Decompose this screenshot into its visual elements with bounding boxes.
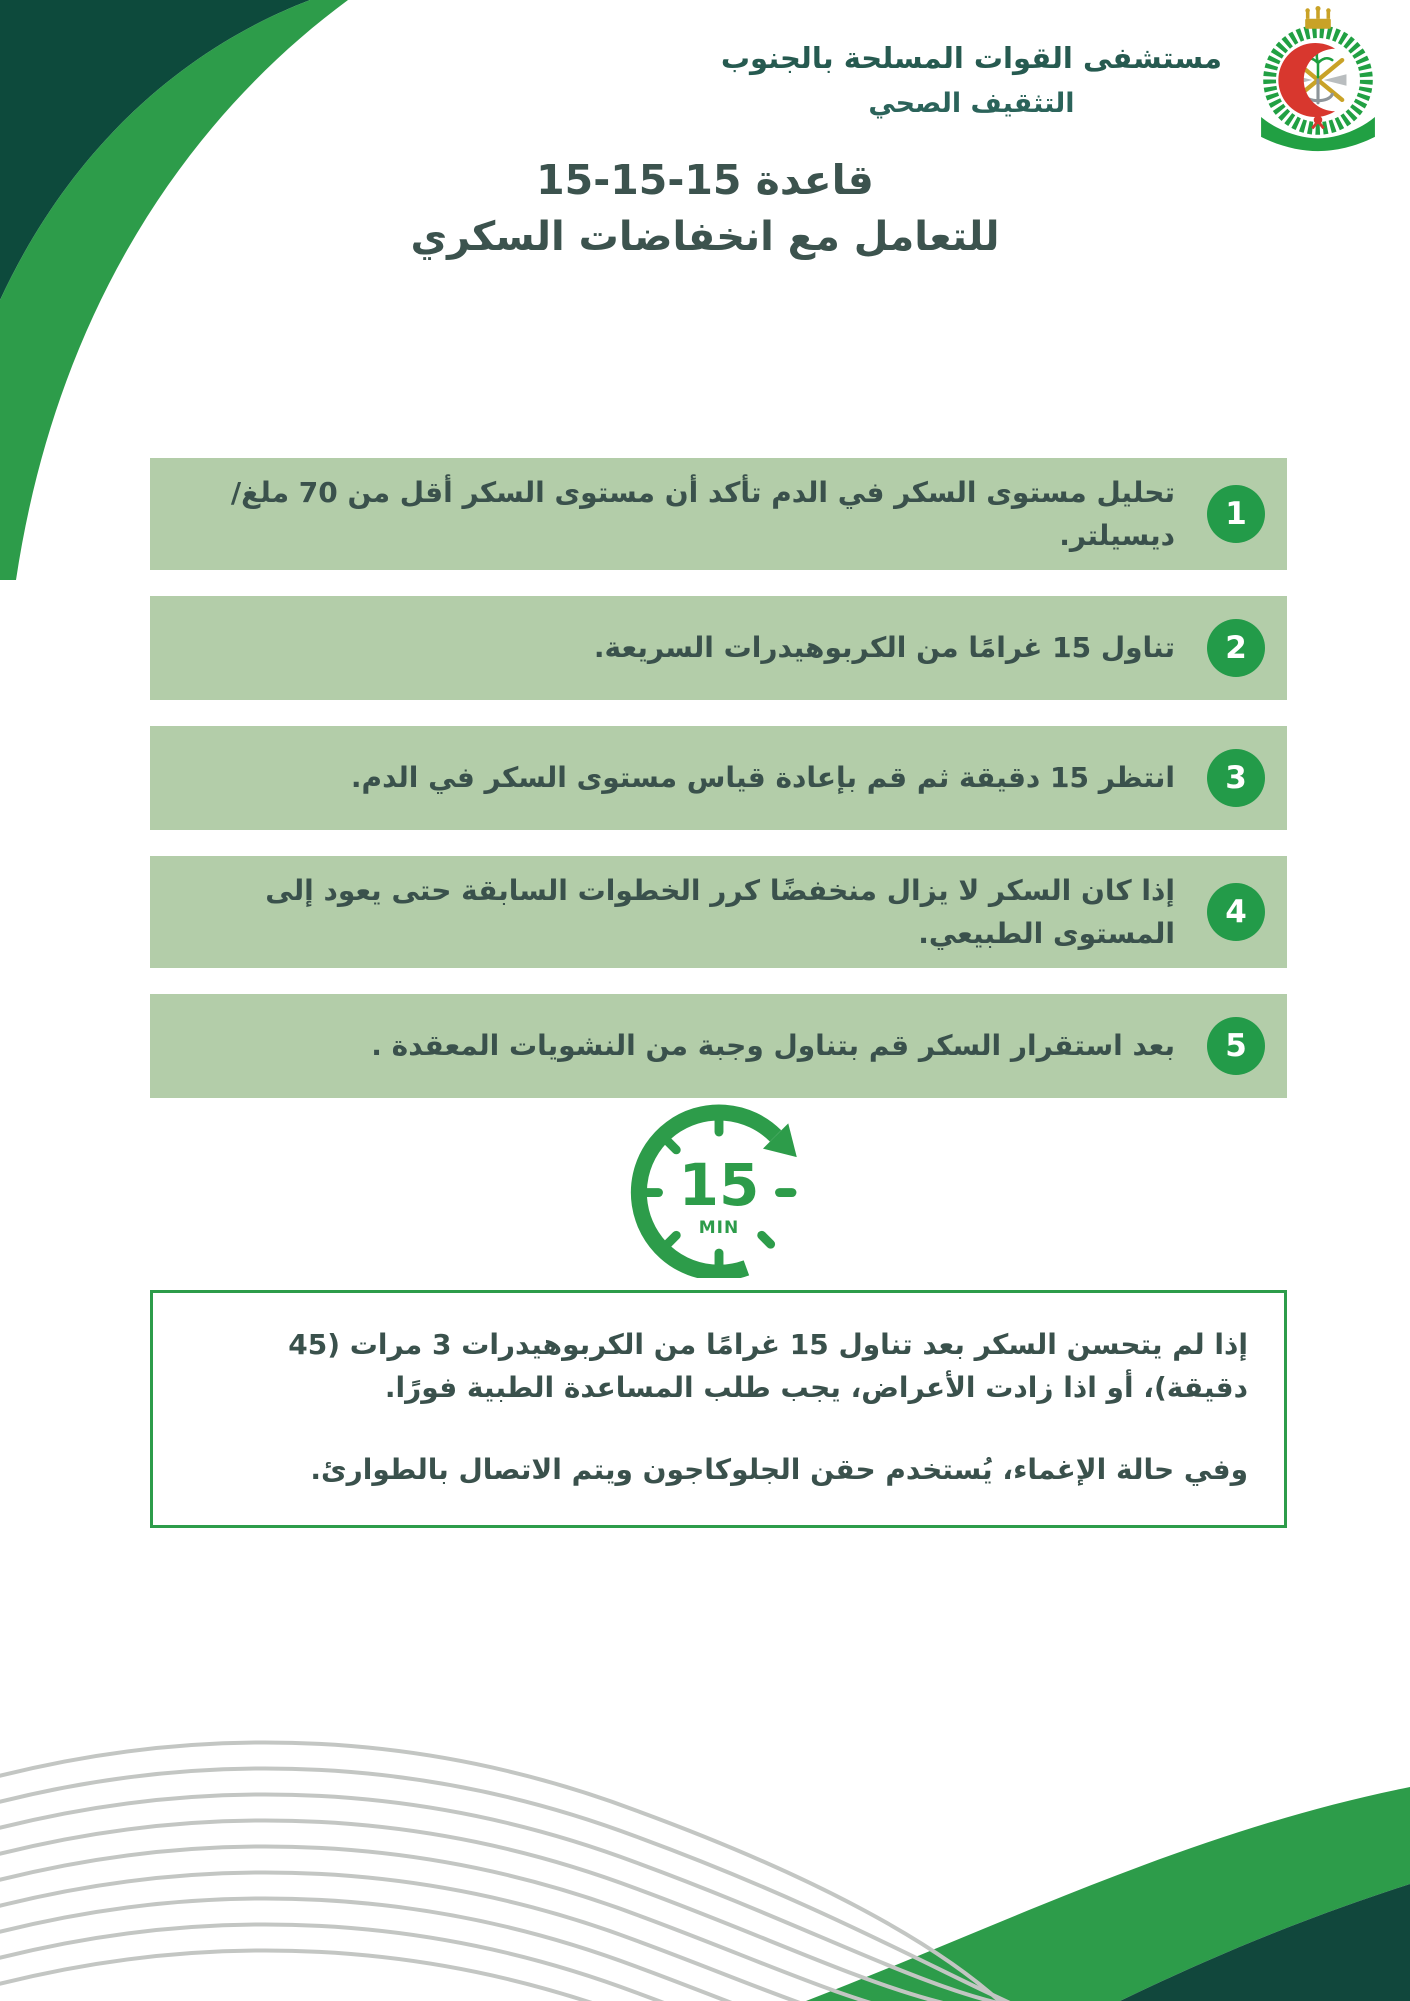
- timer-15min-icon: [630, 1100, 808, 1278]
- step-number-badge: 4: [1207, 883, 1265, 941]
- step-item-1: [150, 458, 1287, 570]
- step-item-5: [150, 994, 1287, 1098]
- step-text: انتظر 15 دقيقة ثم قم بإعادة قياس مستوى السكر في الدم.: [350, 761, 1175, 795]
- timer-unit: MIN: [698, 1218, 740, 1238]
- step-text: تحليل مستوى السكر في الدم تأكد أن مستوى السكر أقل من 70 ملغ/ ديسيلتر.: [230, 475, 1175, 552]
- warning-paragraph-2: وفي حالة الإغماء، يُستخدم حقن الجلوكاجون ويتم الاتصال بالطوارئ.: [310, 1452, 1248, 1486]
- bottom-decoration: [0, 1681, 1410, 2001]
- header: [721, 40, 1222, 121]
- step-text: إذا كان السكر لا يزال منخفضًا كرر الخطوات السابقة حتى يعود إلى المستوى الطبيعي.: [265, 873, 1175, 950]
- step-number-badge: 5: [1207, 1017, 1265, 1075]
- poster-title: قاعدة 15-15-15: [536, 156, 874, 204]
- steps-list: [150, 458, 1287, 1098]
- step-number-badge: 3: [1207, 749, 1265, 807]
- step-text: بعد استقرار السكر قم بتناول وجبة من النشويات المعقدة .: [371, 1029, 1175, 1063]
- crown-icon: [1305, 6, 1331, 29]
- poster-subtitle: للتعامل مع انخفاضات السكري: [410, 214, 1000, 260]
- warning-box: [150, 1290, 1287, 1528]
- department-name: التثقيف الصحي: [868, 87, 1075, 119]
- hospital-name: مستشفى القوات المسلحة بالجنوب: [720, 41, 1222, 75]
- warning-paragraph-1: إذا لم يتحسن السكر بعد تناول 15 غرامًا من الكربوهيدرات 3 مرات (45 دقيقة)، أو اذا زادت الأعراض، يجب طلب المساعدة الطبية فورًا.: [288, 1328, 1248, 1405]
- step-item-4: [150, 856, 1287, 968]
- step-text: تناول 15 غرامًا من الكربوهيدرات السريعة.: [593, 631, 1175, 665]
- step-item-2: [150, 596, 1287, 700]
- step-item-3: [150, 726, 1287, 830]
- timer-value: 15: [678, 1151, 760, 1219]
- hospital-logo-icon: [1244, 6, 1392, 154]
- step-number-badge: 2: [1207, 619, 1265, 677]
- step-number-badge: 1: [1207, 485, 1265, 543]
